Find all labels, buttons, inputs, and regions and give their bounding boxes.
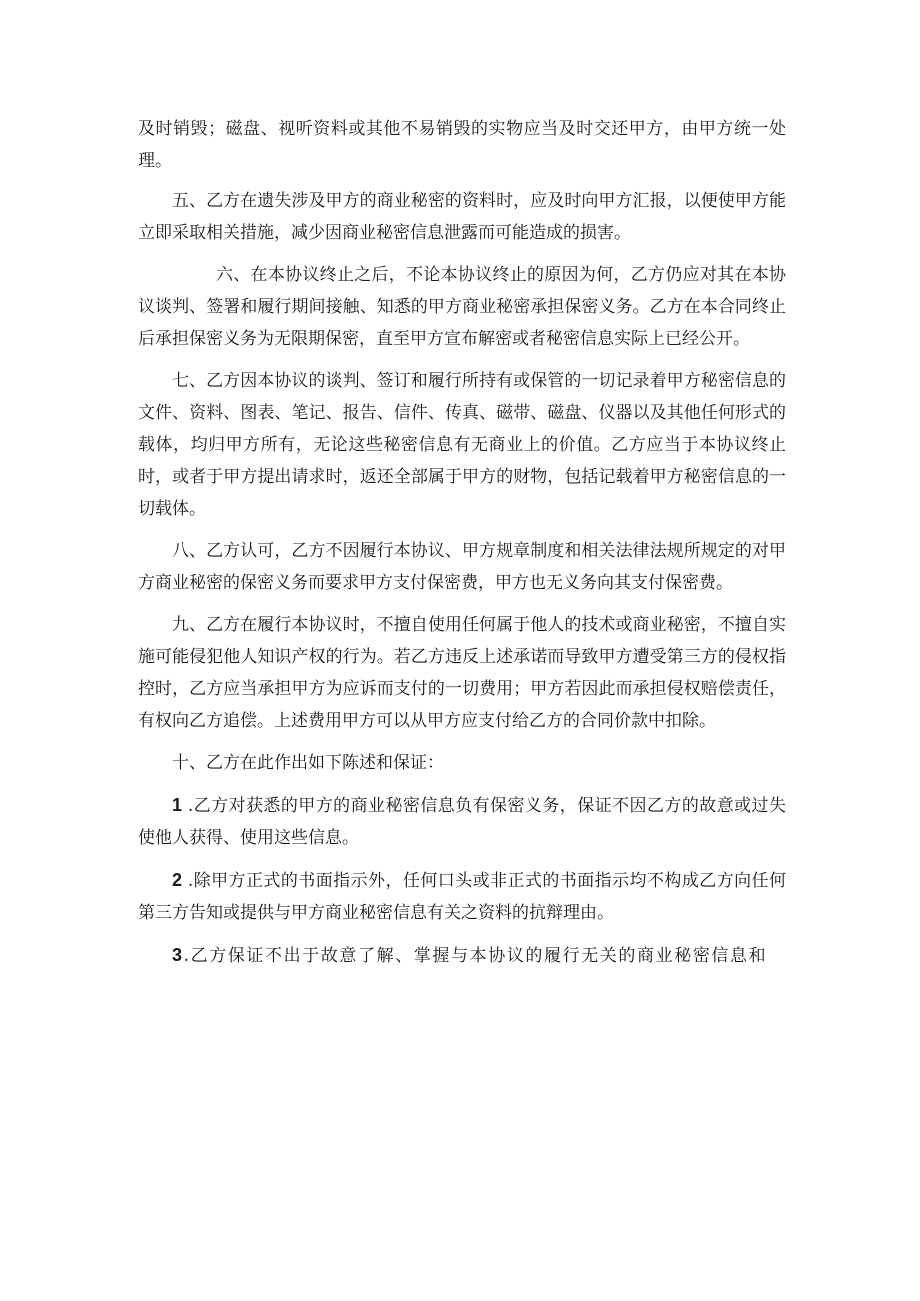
paragraph-clause-5: 五、乙方在遗失涉及甲方的商业秘密的资料时，应及时向甲方汇报，以便使甲方能立即采取相关措施，减少因商业秘密信息泄露而可能造成的损害。: [138, 191, 786, 243]
paragraph-clause-9: 九、乙方在履行本协议时，不擅自使用任何属于他人的技术或商业秘密，不擅自实施可能侵犯他人知识产权的行为。若乙方违反上述承诺而导致甲方遭受第三方的侵权指控时，乙方应当承担甲方为应诉而支付的一切费用；甲方若因此而承担侵权赔偿责任，有权向乙方追偿。上述费用甲方可以从甲方应支付给乙方的合同价款中扣除。: [138, 615, 786, 731]
list-item-1: [138, 789, 786, 854]
list-item-text: .除甲方正式的书面指示外，任何口头或非正式的书面指示均不构成乙方向任何第三方告知或提供与甲方商业秘密信息有关之资料的抗辩理由。: [138, 871, 786, 923]
paragraph-clause-8: 八、乙方认可，乙方不因履行本协议、甲方规章制度和相关法律法规所规定的对甲方商业秘密的保密义务而要求甲方支付保密费，甲方也无义务向其支付保密费。: [138, 541, 786, 593]
paragraph-clause-10: 十、乙方在此作出如下陈述和保证：: [172, 753, 444, 773]
list-item-number: 3: [172, 945, 184, 965]
paragraph-clause-7: 七、乙方因本协议的谈判、签订和履行所持有或保管的一切记录着甲方秘密信息的文件、资料、图表、笔记、报告、信件、传真、磁带、磁盘、仪器以及其他任何形式的载体，均归甲方所有，无论这些秘密信息有无商业上的价值。乙方应当于本协议终止时，或者于甲方提出请求时，返还全部属于甲方的财物，包括记载着甲方秘密信息的一切载体。: [138, 371, 786, 519]
list-item-number: 1: [172, 795, 183, 815]
list-item-text: .乙方保证不出于故意了解、掌握与本协议的履行无关的商业秘密信息和: [183, 946, 768, 966]
list-item-3: [138, 939, 786, 972]
list-item-text: .乙方对获悉的甲方的商业秘密信息负有保密义务，保证不因乙方的故意或过失使他人获得、使用这些信息。: [138, 796, 786, 848]
paragraph-continuation: 及时销毁；磁盘、视听资料或其他不易销毁的实物应当及时交还甲方，由甲方统一处理。: [138, 119, 786, 171]
document-body: [138, 113, 786, 982]
paragraph-clause-6: 六、在本协议终止之后，不论本协议终止的原因为何，乙方仍应对其在本协议谈判、签署和履行期间接触、知悉的甲方商业秘密承担保密义务。乙方在本合同终止后承担保密义务为无限期保密，直至甲方宣布解密或者秘密信息实际上已经公开。: [138, 265, 786, 349]
list-item-number: 2: [172, 870, 183, 890]
list-item-2: [138, 864, 786, 929]
